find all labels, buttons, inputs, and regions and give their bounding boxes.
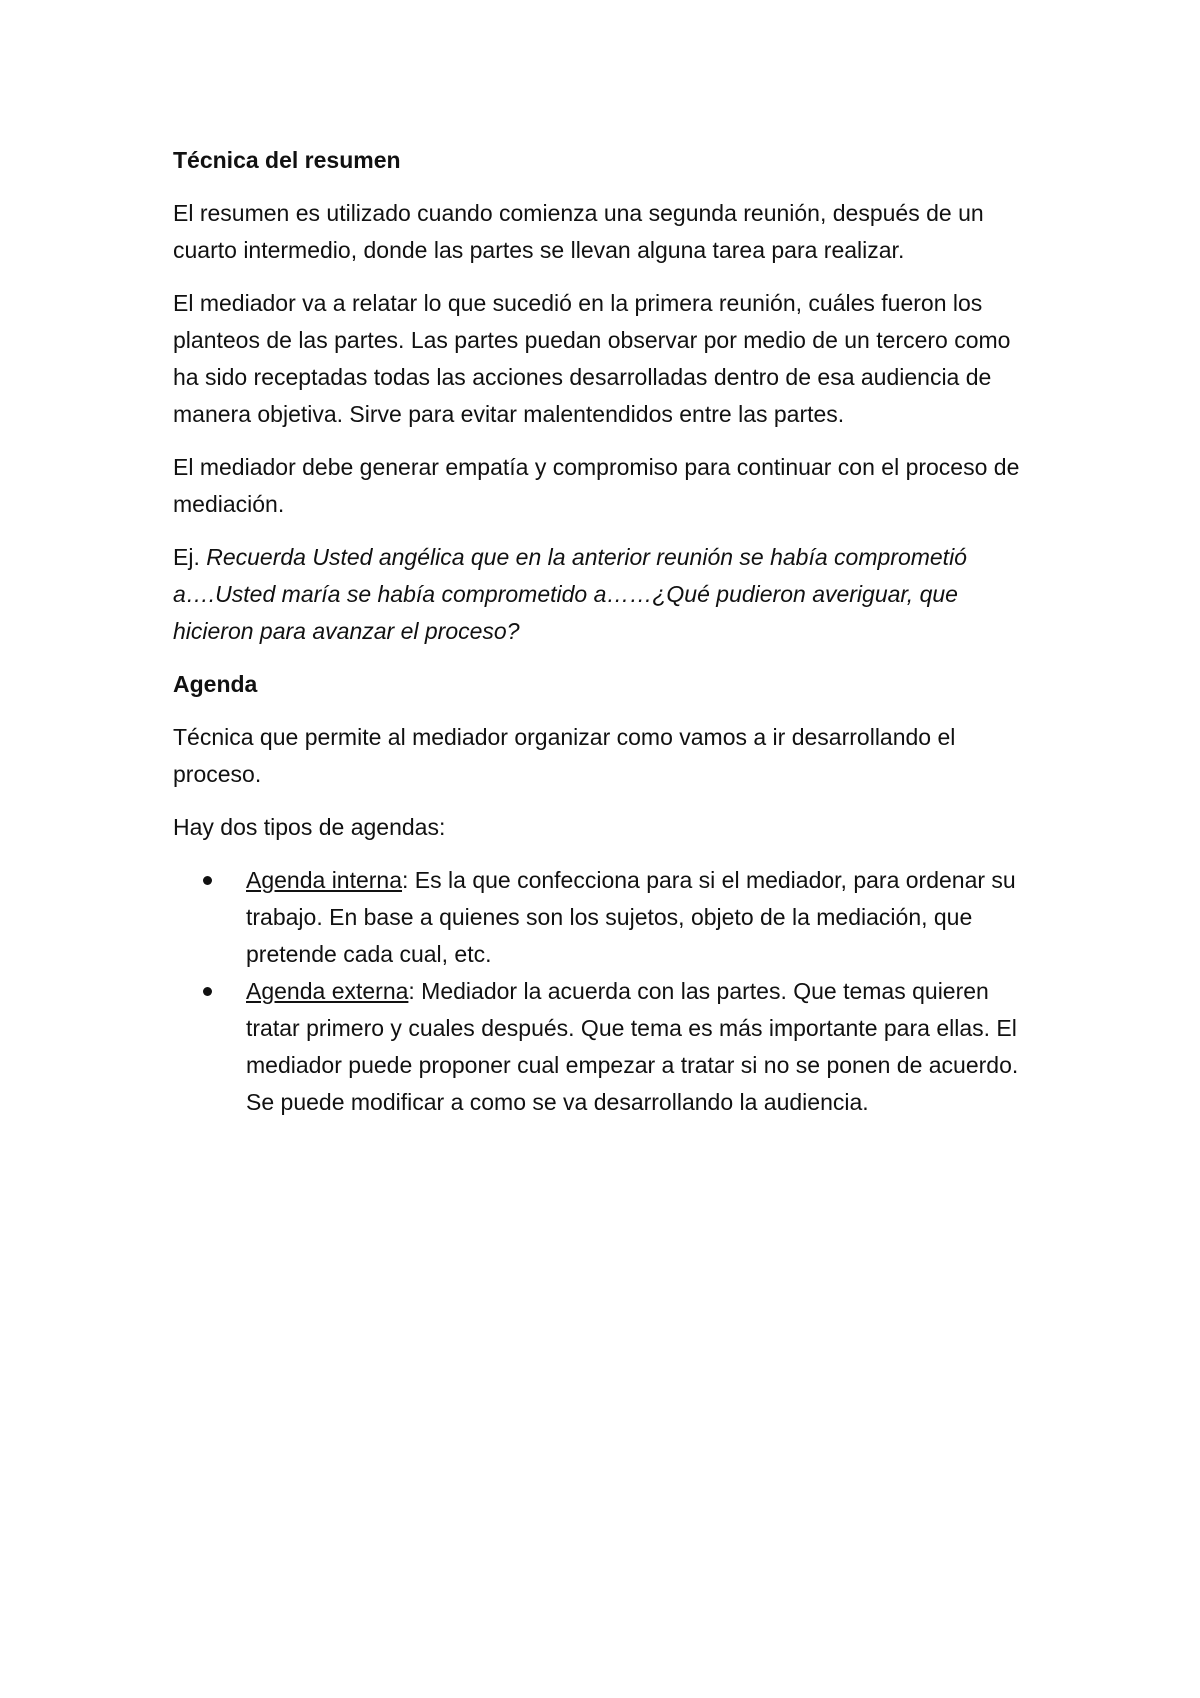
paragraph-agenda-intro: Técnica que permite al mediador organizar como vamos a ir desarrollando el proceso. [173, 724, 956, 787]
paragraph-resumen-empatia: El mediador debe generar empatía y compromiso para continuar con el proceso de mediación. [173, 454, 1020, 517]
definition-agenda-externa: : Mediador la acuerda con las partes. Que temas quieren tratar primero y cuales después. Que tema es más importante para ellas. El mediador puede proponer cual empezar a tratar si no se ponen de acuerdo. Se puede modificar a como se va desarrollando la audiencia. [246, 978, 1019, 1115]
list-item-agenda-interna [173, 862, 1033, 973]
section-title-agenda: Agenda [173, 671, 258, 697]
list-item-agenda-externa [173, 973, 1033, 1121]
paragraph-resumen-intro: El resumen es utilizado cuando comienza una segunda reunión, después de un cuarto intermedio, donde las partes se llevan alguna tarea para realizar. [173, 200, 984, 263]
paragraph-example [173, 539, 1033, 650]
bullet-icon [203, 876, 212, 885]
document-page [173, 142, 1033, 1121]
term-agenda-externa: Agenda externa [246, 978, 409, 1004]
agenda-types-list [173, 862, 1033, 1121]
bullet-icon [203, 987, 212, 996]
paragraph-agenda-tipos: Hay dos tipos de agendas: [173, 814, 446, 840]
section-title-resumen: Técnica del resumen [173, 147, 401, 173]
example-prefix: Ej. [173, 544, 207, 570]
example-text: Recuerda Usted angélica que en la anterior reunión se había comprometió a….Usted maría se había comprometido a……¿Qué pudieron averiguar, que hicieron para avanzar el proceso? [173, 544, 967, 644]
paragraph-resumen-relato: El mediador va a relatar lo que sucedió en la primera reunión, cuáles fueron los planteos de las partes. Las partes puedan observar por medio de un tercero como ha sido receptadas todas las acciones desarrolladas dentro de esa audiencia de manera objetiva. Sirve para evitar malentendidos entre las partes. [173, 290, 1011, 427]
definition-agenda-interna: : Es la que confecciona para si el mediador, para ordenar su trabajo. En base a quienes son los sujetos, objeto de la mediación, que pretende cada cual, etc. [246, 867, 1016, 967]
term-agenda-interna: Agenda interna [246, 867, 403, 893]
